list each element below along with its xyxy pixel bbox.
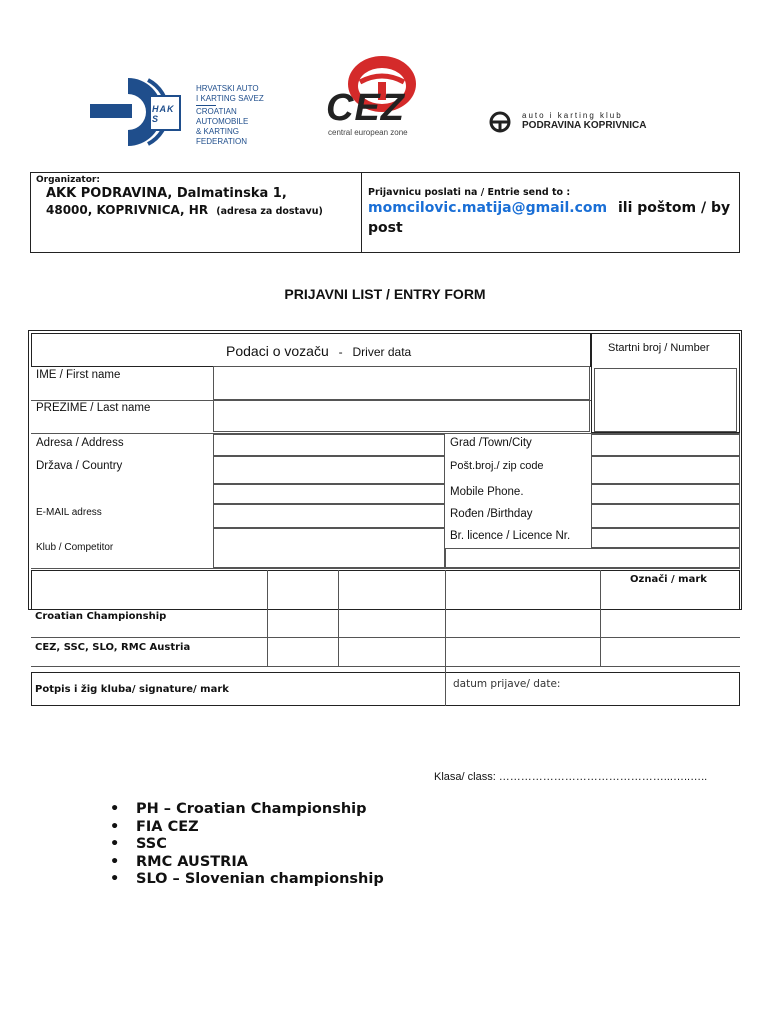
start-number-field[interactable] [594, 368, 737, 432]
haks-line-2: I KARTING SAVEZ [196, 94, 264, 103]
club-label: Klub / Competitor [36, 542, 114, 553]
club-big-text: PODRAVINA KOPRIVNICA [522, 120, 647, 131]
licence-label: Br. licence / Licence Nr. [450, 530, 571, 542]
mobile-label: Mobile Phone. [450, 486, 524, 498]
club-field[interactable] [213, 528, 445, 568]
haks-line-4: & KARTING FEDERATION [196, 127, 247, 146]
country-field[interactable] [213, 456, 445, 484]
class-item: • SLO – Slovenian championship [110, 871, 384, 887]
first-name-field[interactable] [213, 366, 590, 400]
start-number-label: Startni broj / Number [608, 342, 710, 354]
class-item-label: FIA CEZ [136, 818, 199, 835]
cez-subtitle: central european zone [328, 128, 408, 137]
signature-label: Potpis i žig kluba/ signature/ mark [35, 684, 229, 695]
organizer-line-1: AKK PODRAVINA, Dalmatinska 1, [46, 186, 287, 201]
cez-mark-1[interactable] [268, 638, 338, 666]
send-email-link[interactable]: momcilovic.matija@gmail.com [368, 200, 608, 216]
send-to-line [368, 200, 730, 216]
croatian-championship-label: Croatian Championship [35, 611, 167, 622]
licence-field[interactable] [591, 528, 740, 548]
club-right-field[interactable] [445, 548, 740, 568]
club-small-text: auto i karting klub [522, 111, 623, 120]
mobile-left-field[interactable] [213, 484, 445, 504]
birthday-field[interactable] [591, 504, 740, 528]
class-list [110, 801, 384, 889]
mark-label: Označi / mark [630, 574, 707, 585]
organizer-line-2 [46, 203, 323, 217]
address-field[interactable] [213, 434, 445, 456]
send-tail: ili poštom / by [617, 200, 731, 216]
croatian-mark-1[interactable] [268, 610, 338, 637]
send-to-label: Prijavnicu poslati na / Entrie send to : [368, 187, 571, 198]
driver-header-sep: - [338, 345, 343, 359]
organizer-label: Organizator: [36, 175, 100, 185]
driver-header [226, 343, 411, 359]
mobile-field[interactable] [591, 484, 740, 504]
form-title: PRIJAVNI LIST / ENTRY FORM [284, 286, 486, 302]
haks-logo-mark [88, 72, 198, 150]
address-label: Adresa / Address [36, 437, 124, 449]
town-field[interactable] [591, 434, 740, 456]
organizer-note: (adresa za dostavu) [216, 206, 323, 217]
date-label: datum prijave/ date: [453, 678, 561, 690]
club-wheel-icon [482, 110, 518, 134]
country-label: Država / Country [36, 460, 123, 472]
town-label: Grad /Town/City [450, 437, 532, 449]
club-logo [482, 110, 672, 134]
class-item-label: SLO – Slovenian championship [136, 871, 384, 887]
last-name-label: PREZIME / Last name [36, 402, 151, 414]
driver-header-en: Driver data [352, 345, 412, 359]
last-name-field[interactable] [213, 400, 590, 432]
class-item: • PH – Croatian Championship [110, 801, 367, 817]
cez-logo [320, 52, 445, 138]
birthday-label: Rođen /Birthday [450, 508, 533, 520]
haks-line-3: CROATIAN AUTOMOBILE [196, 107, 249, 126]
haks-line-1: HRVATSKI AUTO [196, 84, 259, 93]
class-line: Klasa/ class: ………………………………………...…..….. [434, 771, 708, 783]
email-label: E-MAIL adress [36, 507, 102, 518]
haks-badge: HAKS [152, 104, 175, 124]
class-item-label: RMC AUSTRIA [136, 853, 248, 870]
driver-header-hr: Podaci o vozaču [226, 343, 329, 359]
send-tail-2: post [368, 220, 403, 236]
zip-label: Pošt.broj./ zip code [450, 460, 544, 472]
cez-series-label: CEZ, SSC, SLO, RMC Austria [35, 642, 191, 653]
zip-field[interactable] [591, 456, 740, 484]
haks-logo [88, 72, 288, 150]
first-name-label: IME / First name [36, 369, 121, 381]
class-item-label: SSC [136, 836, 167, 852]
email-field[interactable] [213, 504, 445, 528]
cez-text: CEZ [326, 87, 405, 129]
organizer-city: 48000, KOPRIVNICA, HR [46, 203, 209, 217]
class-item-label: PH – Croatian Championship [136, 801, 367, 817]
class-item: • FIA CEZ [110, 818, 199, 835]
class-item: • SSC [110, 836, 167, 852]
class-item: • RMC AUSTRIA [110, 853, 248, 870]
